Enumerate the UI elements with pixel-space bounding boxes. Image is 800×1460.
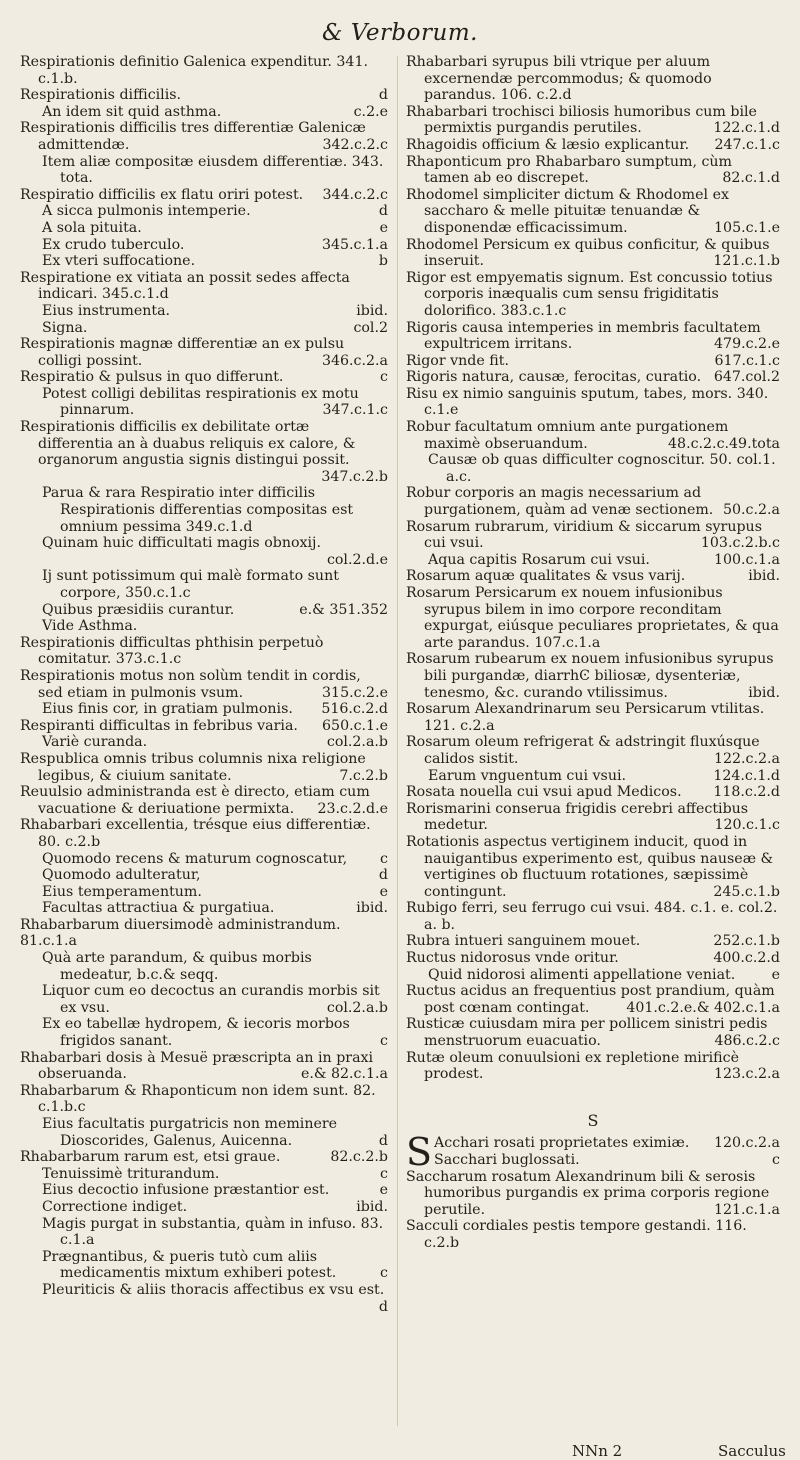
entry-reference: 401.c.2.e.& 402.c.1.a (626, 999, 780, 1016)
entry-text: Rhodomel Persicum ex quibus conficitur, & quibus inseruit. (406, 236, 770, 270)
entry-text: Sacchari buglossati. (434, 1152, 580, 1168)
signature-mark: NNn 2 (572, 1442, 623, 1460)
index-entry (20, 154, 388, 187)
index-entry (406, 834, 780, 900)
entry-reference: c (380, 369, 388, 386)
column-divider (397, 56, 398, 1426)
entry-text: Rhabarbari trochisci biliosis humoribus cum bile permixtis purgandis perutiles. (406, 103, 757, 137)
entry-reference: 516.c.2.d (321, 701, 388, 718)
entry-text: Eius instrumenta. (42, 302, 171, 319)
index-entry (406, 950, 780, 967)
entry-text: Quibus præsidiis curantur. (42, 601, 235, 618)
index-entry (406, 768, 780, 785)
entry-reference: 315.c.2.e (322, 684, 388, 701)
entry-reference: col.2 (353, 319, 388, 336)
entry-reference: 347.c.2.b (321, 468, 388, 485)
index-entry (20, 1166, 388, 1183)
index-entry (406, 137, 780, 154)
index-entry (20, 336, 388, 369)
index-entry (20, 203, 388, 220)
entry-text: Respirationis magnæ differentiæ an ex pulsu colligi possint. (20, 336, 345, 369)
entry-text: Rhodomel simpliciter dictum & Rhodomel ex saccharo & melle pituitæ tenuandæ & disponendæ efficacissimum. (406, 186, 729, 236)
index-column-left (20, 54, 388, 1315)
entry-text: An idem sit quid asthma. (42, 103, 222, 120)
entry-text: Parua & rara Respiratio inter difficilis Respirationis differentias compositas est omnium pessima 349.c.1.d (42, 485, 354, 535)
entry-text: Rigoris causa intemperies in membris facultatem expultricem irritans. (406, 319, 761, 353)
entry-reference: d (378, 1132, 388, 1149)
entry-text: Sacculi cordiales pestis tempore gestandi. 116. c.2.b (406, 1218, 747, 1251)
index-entry (20, 303, 388, 320)
entry-reference: e (771, 966, 780, 983)
index-entry (406, 585, 780, 651)
entry-text: Rigor vnde fit. (406, 352, 509, 369)
index-entry (20, 1149, 388, 1166)
index-entry (20, 1083, 388, 1116)
index-entry (20, 1016, 388, 1049)
index-entry (406, 237, 780, 270)
entry-reference: e.& 351.352 (299, 601, 388, 618)
entry-text: Variè curanda. (42, 734, 148, 751)
entry-reference: 103.c.2.b.c (700, 535, 780, 552)
index-entry (406, 1169, 780, 1219)
entry-text: Rosarum aquæ qualitates & vsus varij. (406, 568, 686, 585)
catchword: Sacculus (718, 1442, 786, 1460)
entry-text: Ij sunt potissimum qui malè formato sunt corpore, 350.c.1.c (42, 568, 339, 601)
entry-reference: ibid. (748, 684, 780, 701)
entry-text: Eius temperamentum. (42, 883, 202, 900)
index-entry (406, 519, 780, 552)
index-entry (20, 734, 388, 751)
entry-text: Rosarum Alexandrinarum seu Persicarum vtilitas. 121. c.2.a (406, 701, 765, 734)
entry-reference: 245.c.1.b (713, 883, 780, 900)
entry-text: Item aliæ compositæ eiusdem differentiæ. 343. tota. (42, 153, 384, 187)
entry-text: Correctione indiget. (42, 1198, 188, 1215)
entry-text: Aqua capitis Rosarum cui vsui. (428, 551, 650, 568)
entry-reference: 123.c.2.a (713, 1066, 780, 1083)
entry-text: Quid nidorosi alimenti appellatione veniat. (428, 966, 736, 983)
index-entry (20, 270, 388, 303)
entry-text: Eius decoctio infusione præstantior est. (42, 1182, 330, 1199)
entry-reference: 617.c.1.c (714, 352, 780, 369)
index-entry (406, 1016, 780, 1049)
index-entry (406, 552, 780, 569)
index-entry (406, 801, 780, 834)
entry-text: Rhagoidis officium & læsio explicantur. (406, 136, 690, 153)
entry-text: Saccharum rosatum Alexandrinum bili & serosis humoribus purgandis ex prima corporis regione perutile. (406, 1168, 770, 1218)
index-entry (406, 419, 780, 452)
entry-reference: d (378, 867, 388, 884)
section-letter: S (587, 1110, 599, 1130)
index-entry (20, 386, 388, 419)
entry-reference: col.2.a.b (326, 999, 388, 1016)
index-entry (406, 784, 780, 801)
entry-text: Respublica omnis tribus columnis nixa religione legibus, & ciuium sanitate. (20, 750, 366, 784)
entry-text: Respirationis difficilis ex debilitate ortæ differentia an à duabus reliquis ex calore, & organorum angustia signis distingui possit. (20, 419, 356, 469)
entry-reference: 347.c.1.c (322, 402, 388, 419)
entry-reference: 48.c.2.c.49.tota (668, 435, 780, 452)
entry-text: Quomodo recens & maturum cognoscatur, (42, 850, 348, 867)
entry-text: Ructus nidorosus vnde oritur. (406, 950, 619, 967)
entry-text: Eius finis cor, in gratiam pulmonis. (42, 701, 293, 718)
index-entry (20, 983, 388, 1016)
entry-reference: 486.c.2.c (714, 1033, 780, 1050)
entry-text: Respirationis difficilis. (20, 87, 182, 104)
index-entry (406, 54, 780, 104)
entry-reference: 50.c.2.a (722, 502, 780, 519)
entry-text: Respiranti difficultas in febribus varia. (20, 717, 298, 734)
entry-reference: c (380, 1033, 388, 1050)
s-entries (434, 1135, 780, 1168)
entry-reference: 479.c.2.e (714, 336, 780, 353)
entry-reference: d (378, 203, 388, 220)
index-entry (20, 237, 388, 254)
index-entry (20, 1182, 388, 1199)
entry-text: Signa. (42, 319, 88, 336)
entry-text: Facultas attractiua & purgatiua. (42, 900, 275, 917)
entry-text: Respiratio difficilis ex flatu oriri potest. (20, 186, 304, 203)
index-entry (406, 154, 780, 187)
entry-text: Rorismarini conserua frigidis cerebri affectibus medetur. (406, 800, 749, 834)
entry-text: Respiratio & pulsus in quo differunt. (20, 369, 284, 386)
index-entry (20, 851, 388, 868)
entry-reference: 100.c.1.a (713, 551, 780, 568)
entry-reference: 344.c.2.c (322, 186, 388, 203)
index-entry (406, 187, 780, 237)
entry-text: Rhabarbarum rarum est, etsi graue. (20, 1149, 281, 1166)
index-entry (406, 386, 780, 419)
entry-text: Magis purgat in substantia, quàm in infuso. 83. c.1.a (42, 1215, 384, 1249)
entry-reference: 650.c.1.e (322, 717, 388, 734)
entry-text: Risu ex nimio sanguinis sputum, tabes, mors. 340. c.1.e (406, 385, 769, 419)
entry-reference: c (772, 1152, 780, 1168)
index-entry (406, 452, 780, 485)
index-entry (20, 1249, 388, 1282)
entry-text: Ructus acidus an frequentius post prandium, quàm post cœnam contingat. (406, 983, 775, 1016)
entry-reference: 647.col.2 (713, 369, 780, 386)
index-entry (20, 751, 388, 784)
entry-reference: c (380, 1165, 388, 1182)
index-entry (20, 900, 388, 917)
index-entry (406, 983, 780, 1016)
entry-text: A sola pituita. (42, 219, 142, 236)
entry-text: Eius facultatis purgatricis non meminere Dioscorides, Galenus, Auicenna. (42, 1116, 338, 1149)
index-entry (406, 104, 780, 137)
entry-text: Vide Asthma. (42, 618, 138, 635)
index-entry (406, 270, 780, 320)
entry-reference: c (380, 850, 388, 867)
entry-reference: ibid. (748, 568, 780, 585)
index-entry (20, 718, 388, 735)
index-entry (20, 784, 388, 817)
entry-reference: 400.c.2.d (713, 950, 780, 967)
index-entry (20, 618, 388, 635)
index-entry (20, 253, 388, 270)
index-entry (406, 485, 780, 518)
index-column-right (406, 54, 780, 1252)
index-entry (20, 187, 388, 204)
entry-text: Ex crudo tuberculo. (42, 236, 185, 253)
entry-text: Rhaponticum pro Rhabarbaro sumptum, cùm tamen ab eo discrepet. (406, 153, 733, 187)
entry-reference: ibid. (356, 1198, 388, 1215)
entry-text: Respiratione ex vitiata an possit sedes affecta indicari. 345.c.1.d (20, 269, 350, 303)
index-entry (20, 1199, 388, 1216)
index-entry (20, 485, 388, 535)
entry-text: Rhabarbari syrupus bili vtrique per aluum excernendæ percommodus; & quomodo parandus. 106. c.2.d (406, 54, 712, 104)
entry-text: Rubra intueri sanguinem mouet. (406, 933, 641, 950)
index-entry (20, 369, 388, 386)
entry-reference: 120.c.2.a (713, 1135, 780, 1152)
index-entry (20, 1216, 388, 1249)
entry-text: Ex eo tabellæ hydropem, & iecoris morbos frigidos sanant. (42, 1016, 350, 1050)
entry-reference: b (378, 253, 388, 270)
entry-text: Reuulsio administranda est è directo, etiam cum vacuatione & deriuatione permixta. (20, 784, 370, 817)
entry-reference: col.2.a.b (326, 734, 388, 751)
s-more-entries (406, 1169, 780, 1252)
index-entry (20, 884, 388, 901)
entry-reference: e (379, 1182, 388, 1199)
entry-text: Rubigo ferri, seu ferrugo cui vsui. 484. c.1. e. col.2. a. b. (406, 900, 778, 933)
index-entry (20, 54, 388, 87)
entry-text: Liquor cum eo decoctus an curandis morbis sit ex vsu. (42, 983, 380, 1016)
entry-text: Rigor est empyematis signum. Est concussio totius corporis inæqualis cum sensu frigiditatis dolorifico. 383.c.1.c (406, 269, 773, 319)
entry-text: Robur facultatum omnium ante purgationem maximè obseruandum. (406, 419, 729, 452)
s-section-start (406, 1130, 780, 1175)
index-entry (406, 1218, 780, 1251)
entry-reference: ibid. (356, 900, 388, 917)
index-entry (20, 867, 388, 884)
index-entry (406, 734, 780, 767)
entry-text: Quà arte parandum, & quibus morbis medeatur, b.c.& seqq. (42, 950, 312, 983)
index-entry (406, 568, 780, 585)
index-entry (406, 320, 780, 353)
index-entry (20, 1050, 388, 1083)
entry-text: Rhabarbari dosis à Mesuë præscripta an in praxi obseruanda. (20, 1049, 374, 1083)
entry-reference: c.2.e (353, 103, 388, 120)
entry-text: Robur corporis an magis necessarium ad purgationem, quàm ad venæ sectionem. (406, 485, 714, 519)
index-entry (20, 220, 388, 237)
entry-text: Rutæ oleum conuulsioni ex repletione mirificè prodest. (406, 1049, 739, 1083)
index-entry (20, 701, 388, 718)
entry-text: Earum vnguentum cui vsui. (428, 767, 627, 784)
entry-text: Respirationis difficilis tres differentiæ Galenicæ admittendæ. (20, 120, 366, 153)
entry-reference: e.& 82.c.1.a (300, 1066, 388, 1083)
index-entry (20, 535, 388, 568)
entry-text: Respirationis motus non solùm tendit in cordis, sed etiam in pulmonis vsum. (20, 667, 361, 701)
right-entries (406, 54, 780, 1083)
entry-text: Causæ ob quas difficulter cognoscitur. 50. col.1. a.c. (428, 452, 776, 485)
index-entry (20, 568, 388, 601)
entry-text: A sicca pulmonis intemperie. (42, 203, 251, 220)
entry-reference: ibid. (356, 302, 388, 319)
index-entry (20, 87, 388, 104)
entry-text: Rosarum rubearum ex nouem infusionibus syrupus bili purgandæ, diarrhϾ biliosæ, dysenteriæ, tenesmo, &c. curando vtilissimus. (406, 651, 774, 701)
entry-reference: 122.c.2.a (713, 750, 780, 767)
entry-text: Respirationis difficultas phthisin perpetuò comitatur. 373.c.1.c (20, 634, 324, 668)
entry-text: Respirationis definitio Galenica expenditur. 341. c.1.b. (20, 54, 368, 87)
index-entry (406, 353, 780, 370)
drop-capital: S (406, 1130, 433, 1175)
entry-reference: 124.c.1.d (713, 767, 780, 784)
index-entry (20, 419, 388, 485)
entry-reference: 7.c.2.b (339, 767, 388, 784)
entry-reference: d (378, 1298, 388, 1315)
entry-reference: 120.c.1.c (714, 817, 780, 834)
entry-text: Rosarum oleum refrigerat & adstringit fluxúsque calidos sistit. (406, 734, 760, 767)
entry-text: Rigoris natura, causæ, ferocitas, curatio. (406, 369, 702, 386)
entry-reference: 121.c.1.b (713, 253, 780, 270)
entry-text: Rhabarbarum & Rhaponticum non idem sunt. 82. c.1.b.c (20, 1082, 376, 1116)
entry-text: Quomodo adulteratur, (42, 867, 201, 884)
entry-text: Rosarum Persicarum ex nouem infusionibus syrupus bilem in imo corpore reconditam expurgat, eiúsque peculiares proprietates, & qua arte parandus. 107.c.1.a (406, 585, 779, 651)
index-entry (20, 602, 388, 619)
entry-reference: 252.c.1.b (713, 933, 780, 950)
index-entry (406, 651, 780, 701)
entry-reference: 342.c.2.c (322, 136, 388, 153)
entry-text: Rosata nouella cui vsui apud Medicos. (406, 784, 682, 801)
entry-text: Ex vteri suffocatione. (42, 253, 196, 270)
index-entry (20, 668, 388, 701)
entry-reference: 121.c.1.a (713, 1201, 780, 1218)
index-entry (20, 635, 388, 668)
index-entry (20, 1282, 388, 1315)
index-entry (406, 701, 780, 734)
entry-reference: c (380, 1265, 388, 1282)
index-entry (20, 1116, 388, 1149)
entry-text: Acchari rosati proprietates eximiæ. (434, 1135, 690, 1152)
index-entry (434, 1152, 780, 1169)
index-entry (20, 120, 388, 153)
entry-text: Potest colligi debilitas respirationis ex motu pinnarum. (42, 385, 359, 419)
entry-reference: 105.c.1.e (714, 219, 780, 236)
entry-reference: 247.c.1.c (714, 136, 780, 153)
index-entry (20, 104, 388, 121)
index-entry (406, 900, 780, 933)
entry-text: Prægnantibus, & pueris tutò cum aliis medicamentis mixtum exhiberi potest. (42, 1248, 337, 1282)
entry-text: Rusticæ cuiusdam mira per pollicem sinistri pedis menstruorum euacuatio. (406, 1016, 768, 1050)
entry-reference: 345.c.1.a (321, 236, 388, 253)
entry-reference: 82.c.2.b (330, 1149, 388, 1166)
entry-reference: col.2.d.e (326, 551, 388, 568)
index-entry (406, 1050, 780, 1083)
entry-text: Pleuriticis & aliis thoracis affectibus ex vsu est. (42, 1281, 385, 1298)
entry-text: Tenuissimè triturandum. (42, 1165, 220, 1182)
index-entry (406, 369, 780, 386)
entry-reference: 346.c.2.a (321, 352, 388, 369)
entry-reference: d (378, 87, 388, 104)
entry-text: Rotationis aspectus vertiginem inducit, quod in nauigantibus experimento est, quibus nauseæ & vertigines ob fluctuum rotationes, sæpissimè contingunt. (406, 833, 774, 900)
entry-reference: 23.c.2.d.e (317, 800, 388, 817)
index-entry (20, 817, 388, 850)
index-entry (434, 1135, 780, 1152)
running-head: & Verborum. (322, 20, 478, 46)
entry-reference: 122.c.1.d (713, 120, 780, 137)
entry-reference: 82.c.1.d (722, 170, 780, 187)
index-entry (20, 917, 388, 950)
entry-text: Rhabarbarum diuersimodè administrandum. 81.c.1.a (20, 916, 341, 950)
entry-reference: 118.c.2.d (713, 784, 780, 801)
entry-reference: e (379, 219, 388, 236)
index-entry (406, 933, 780, 950)
entry-text: Rosarum rubrarum, viridium & siccarum syrupus cui vsui. (406, 518, 762, 552)
entry-reference: e (379, 883, 388, 900)
index-entry (406, 967, 780, 984)
entry-text: Quinam huic difficultati magis obnoxij. (42, 535, 321, 552)
entry-text: Rhabarbari excellentia, trésque eius differentiæ. 80. c.2.b (20, 817, 371, 850)
index-entry (20, 950, 388, 983)
index-entry (20, 320, 388, 337)
